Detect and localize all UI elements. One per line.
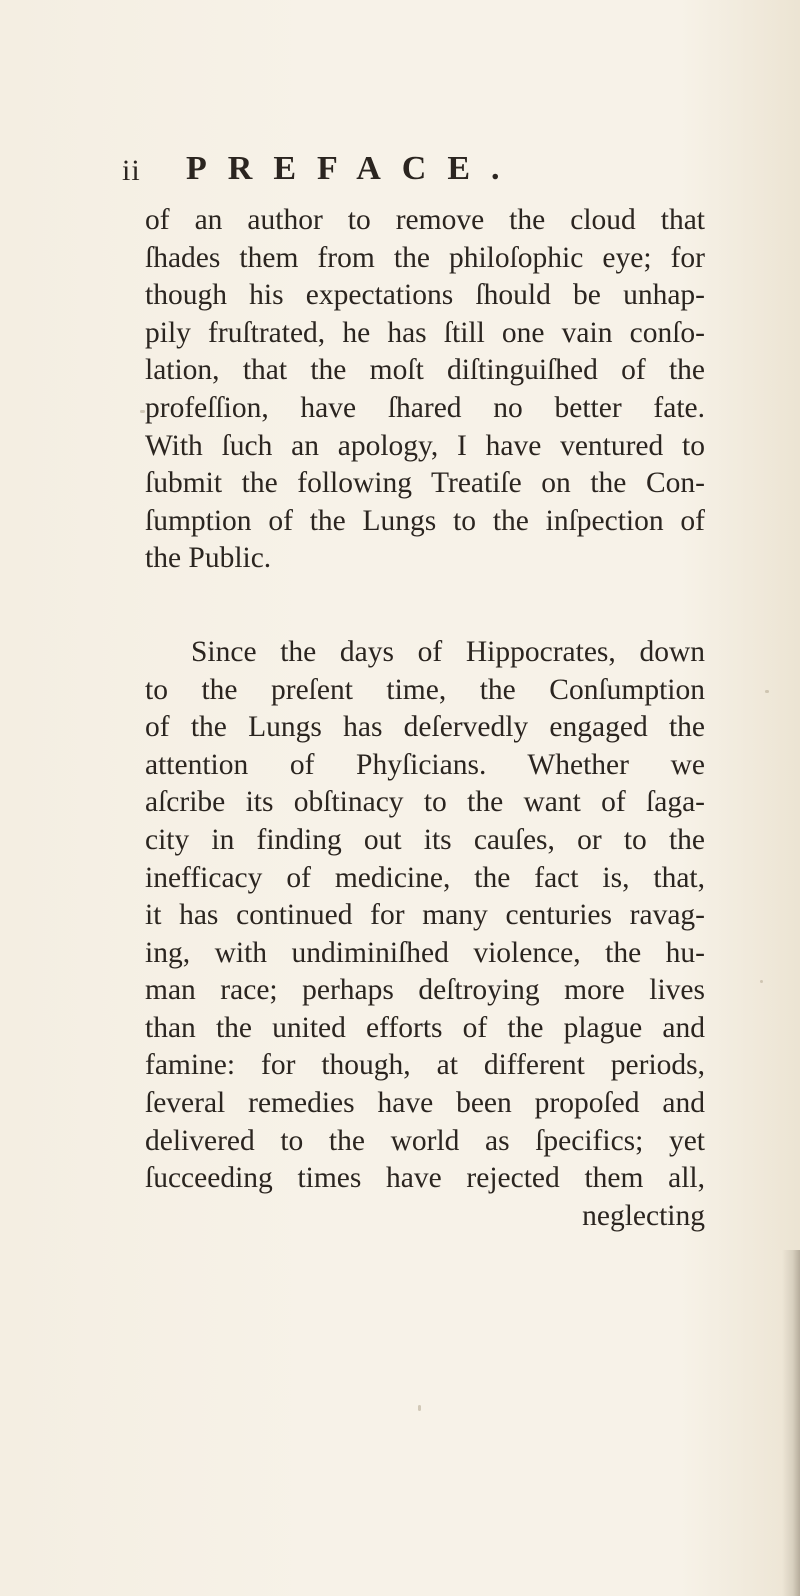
paragraph-2 [145, 634, 705, 1198]
text-line: delivered to the world as ſpecifics; yet [145, 1124, 705, 1157]
paper-speck [765, 690, 769, 693]
paper-speck [760, 980, 763, 983]
text-line: ſhades them from the philoſophic eye; for [145, 241, 705, 274]
text-line: aſcribe its obſtinacy to the want of ſaga- [145, 786, 705, 819]
page-number: ii [122, 154, 141, 187]
body-text [145, 202, 705, 1235]
paper-speck [418, 1405, 421, 1411]
text-line: Since the days of Hippocrates, down [191, 635, 705, 668]
text-line: ſumption of the Lungs to the inſpection of [145, 504, 705, 537]
text-line: man race; perhaps deſtroying more lives [145, 974, 705, 1007]
text-line: city in finding out its cauſes, or to the [145, 823, 705, 856]
running-head: PREFACE. [186, 150, 521, 187]
text-line: profeſſion, have ſhared no better fate. [145, 391, 705, 424]
text-line: famine: for though, at different periods, [145, 1049, 705, 1082]
text-line: though his expectations ſhould be unhap- [145, 279, 705, 312]
text-line: ing, with undiminiſhed violence, the hu- [145, 936, 705, 969]
text-line: of an author to remove the cloud that [145, 204, 705, 236]
text-line: of the Lungs has deſervedly engaged the [145, 711, 705, 744]
page-edge-shadow [782, 1250, 800, 1596]
text-line: inefficacy of medicine, the fact is, that, [145, 861, 705, 894]
paragraph-1 [145, 202, 705, 578]
text-line: ſubmit the following Treatiſe on the Con- [145, 467, 705, 500]
catchword: neglecting [582, 1199, 705, 1232]
page-header [122, 150, 682, 194]
text-line: ſeveral remedies have been propoſed and [145, 1087, 705, 1120]
text-line: pily fruſtrated, he has ſtill one vain conſo- [145, 316, 705, 349]
text-line: lation, that the moſt diſtinguiſhed of the [145, 354, 705, 387]
text-line: With ſuch an apology, I have ventured to [145, 429, 705, 462]
text-line: attention of Phyſicians. Whether we [145, 748, 705, 781]
text-line: to the preſent time, the Conſumption [145, 673, 705, 706]
paragraph-gap [145, 578, 705, 634]
text-line: than the united efforts of the plague and [145, 1011, 705, 1044]
text-line: the Public. [145, 542, 272, 575]
text-line: it has continued for many centuries ravag- [145, 899, 705, 932]
text-line: ſucceeding times have rejected them all, [145, 1162, 705, 1195]
paper-speck [140, 410, 145, 413]
